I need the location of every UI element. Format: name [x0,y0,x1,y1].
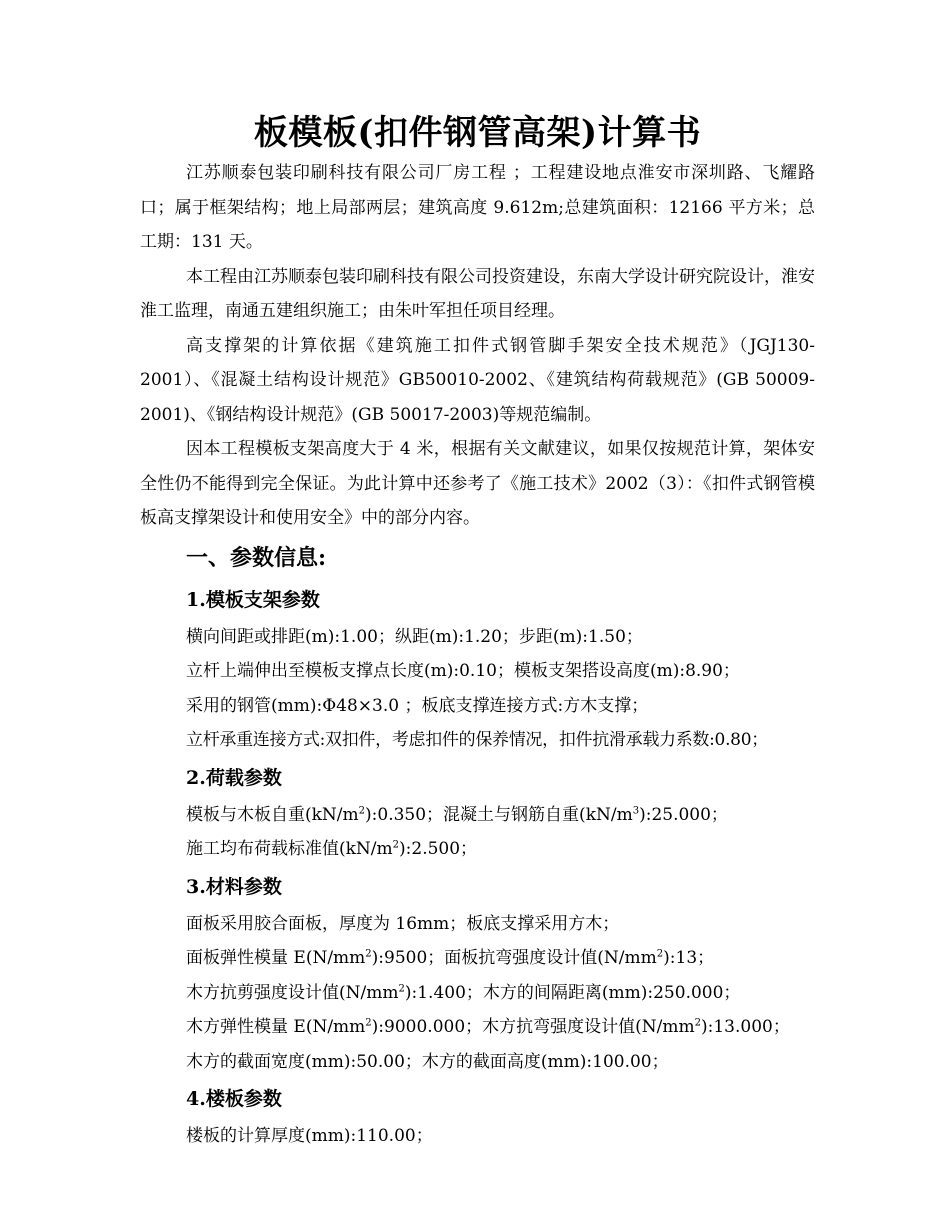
superscript: 2 [694,1017,701,1029]
load-param-line [140,798,815,833]
text-run: 模板与木板自重(kN/m [186,804,359,825]
material-param-line [140,976,815,1011]
support-param-line: 立杆上端伸出至模板支撑点长度(m):0.10；模板支架搭设高度(m):8.90； [186,661,740,681]
text-run: 木方抗剪强度设计值(N/mm [186,982,399,1003]
subsection-heading-material: 3.材料参数 [186,875,282,898]
text-run: ):1.400；木方的间隔距离(mm):250.000； [404,982,741,1003]
material-param-line: 面板采用胶合面板，厚度为 16mm；板底支撑采用方木； [186,913,620,934]
text-run: ):13； [663,948,715,968]
intro-paragraph-project: 江苏顺泰包装印刷科技有限公司厂房工程 ；工程建设地点淮安市深圳路、飞耀路口；属于框架结构；地上局部两层；建筑高度 9.612m;总建筑面积：12166 平方米；总工期：131 天。 [140,163,815,252]
intro-paragraph-safety: 因本工程模板支架高度大于 4 米，根据有关文献建议，如果仅按规范计算，架体安全性仍不能得到完全保证。为此计算中还参考了《施工技术》2002（3）：《扣件式钢管模板高支撑架设计和使用安全》中的部分内容。 [140,439,815,528]
support-param-line: 采用的钢管(mm):Φ48×3.0 ；板底支撑连接方式:方木支撑； [186,695,649,716]
superscript: 2 [656,948,664,960]
support-param-line: 横向间距或排距(m):1.00；纵距(m):1.20；步距(m):1.50； [186,626,643,647]
superscript: 2 [358,804,366,816]
support-param-line: 立杆承重连接方式:双扣件，考虑扣件的保养情况，扣件抗滑承载力系数:0.80； [186,730,768,750]
text-run: ):0.350；混凝土与钢筋自重(kN/m [365,804,633,825]
material-param-line [140,1010,815,1045]
text-run: ):9500；面板抗弯强度设计值(N/mm [371,948,657,968]
superscript: 3 [632,804,640,816]
text-run: ):13.000； [701,1017,790,1037]
subsection-heading-load: 2.荷载参数 [186,766,282,789]
intro-paragraph-parties: 本工程由江苏顺泰包装印刷科技有限公司投资建设，东南大学设计研究院设计，淮安淮工监理，南通五建组织施工；由朱叶军担任项目经理。 [140,266,815,321]
material-param-line: 木方的截面宽度(mm):50.00；木方的截面高度(mm):100.00； [186,1051,669,1072]
floor-slab-param-line: 楼板的计算厚度(mm):110.00； [186,1126,433,1146]
superscript: 2 [398,982,405,994]
superscript: 2 [392,839,400,851]
superscript: 2 [365,948,372,960]
load-param-line [140,832,815,867]
text-run: 面板弹性模量 E(N/mm [186,948,366,968]
subsection-heading-floor-slab: 4.楼板参数 [186,1088,282,1110]
subsection-heading-support: 1.模板支架参数 [186,588,320,611]
text-run: ):25.000； [639,804,728,825]
text-run: ):2.500； [399,839,478,859]
text-run: ):9000.000；木方抗弯强度设计值(N/mm [371,1017,695,1037]
intro-paragraph-basis: 高支撑架的计算依据《建筑施工扣件式钢管脚手架安全技术规范》（JGJ130-2001）、《混凝土结构设计规范》GB50010-2002、《建筑结构荷载规范》(GB 50009-2001)、《钢结构设计规范》(GB 50017-2003)等规范编制。 [140,335,815,425]
superscript: 2 [365,1017,372,1029]
section-heading-parameters: 一、参数信息: [186,544,327,571]
text-run: 施工均布荷载标准值(kN/m [186,839,393,859]
text-run: 木方弹性模量 E(N/mm [186,1017,366,1037]
material-param-line [140,941,815,976]
document-page [140,110,815,1154]
document-title: 板模板(扣件钢管高架)计算书 [253,113,702,153]
